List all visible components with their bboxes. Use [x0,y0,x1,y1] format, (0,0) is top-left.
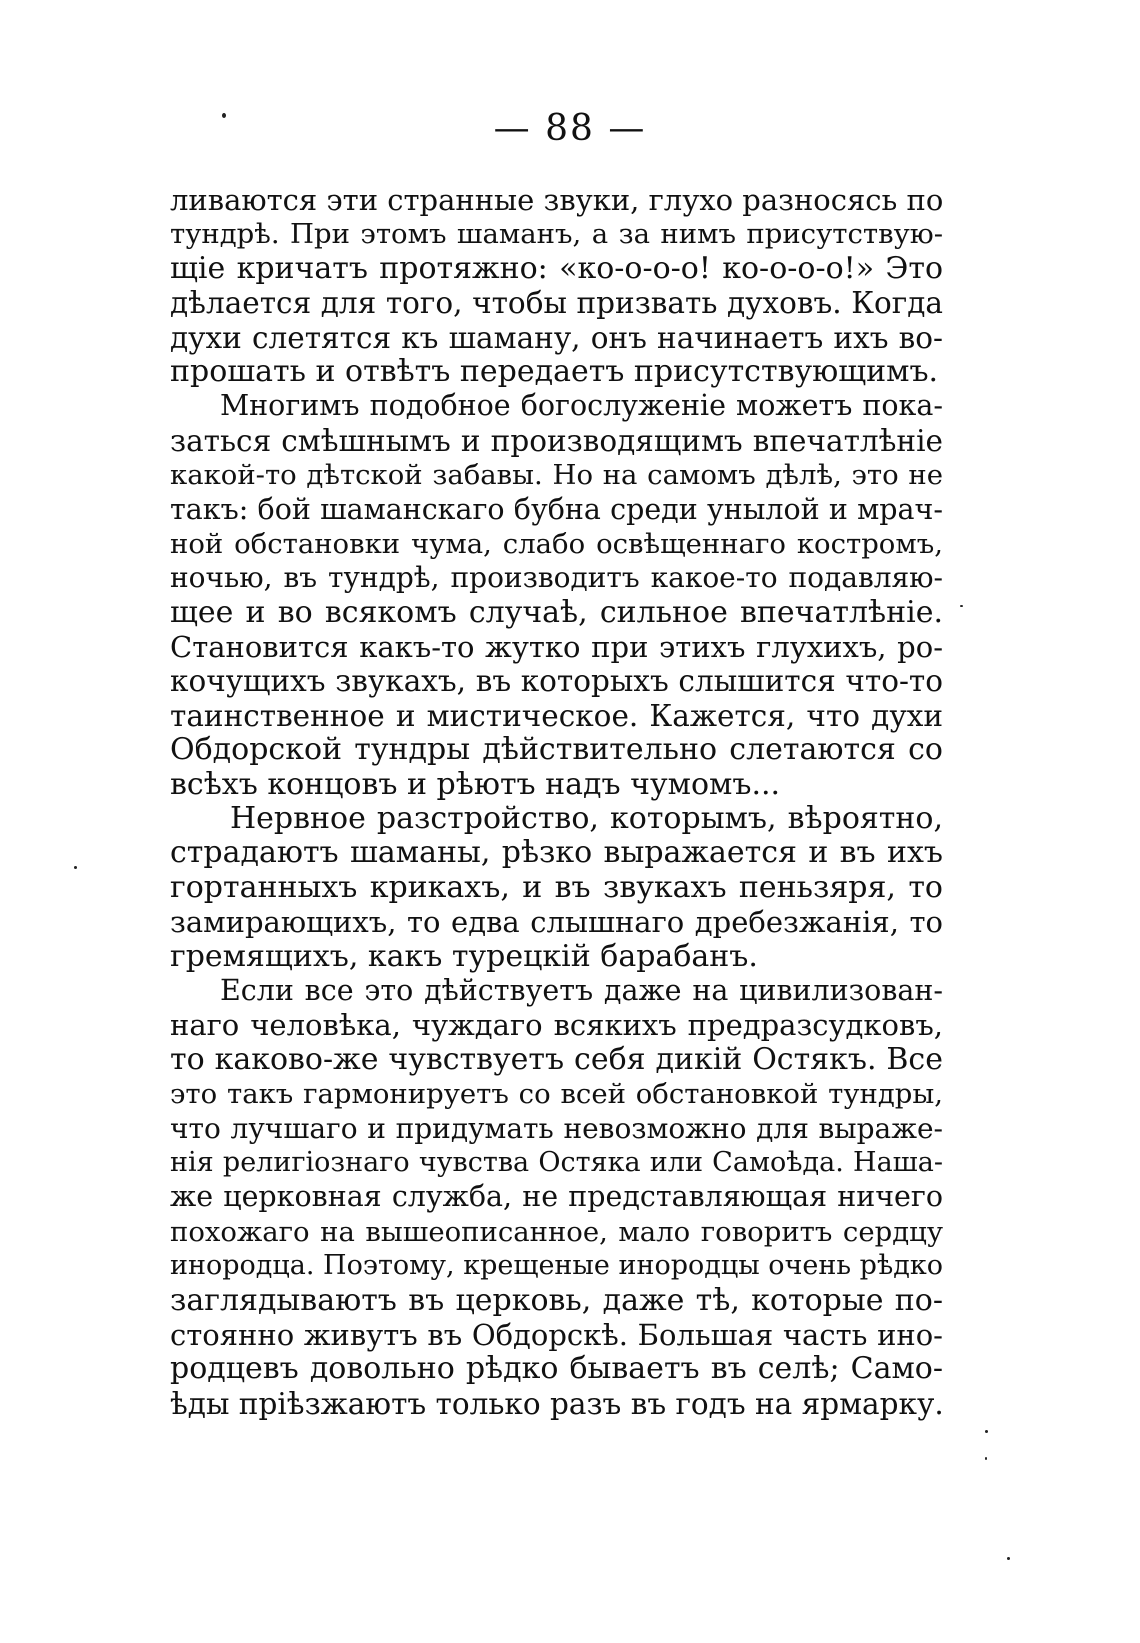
page-number: — 88 — [493,108,647,149]
paragraph [170,802,943,974]
text-line: наго человѣка, чуждаго всякихъ предразсудковъ, [170,1008,943,1043]
text-line: ѣды пріѣзжаютъ только разъ въ годъ на ярмарку. [170,1386,944,1421]
text-line: тундрѣ. При этомъ шаманъ, а за нимъ присутствую- [170,218,943,251]
text-line: инородца. Поэтому, крещеные инородцы очень рѣдко [170,1250,943,1282]
text-line: Обдорской тундры дѣйствительно слетаются со [170,732,943,768]
text-line: заться смѣшнымъ и производящимъ впечатлѣніе [170,423,943,458]
text-line: ливаются эти странные звуки, глухо разносясь по [170,183,944,217]
text-line: ной обстановки чума, слабо освѣщеннаго костромъ, [170,527,943,560]
scan-speck [960,605,963,607]
text-line: Нервное разстройство, которымъ, вѣроятно, [230,801,943,837]
text-line: Если все это дѣйствуетъ даже на цивилизован- [220,973,943,1007]
text-line: щіе кричатъ протяжно: «ко-о-о-о! ко-о-о-о!» Это [170,250,943,286]
scan-speck [74,866,77,869]
text-line: гортанныхъ крикахъ, и въ звукахъ пеньзяря, то [170,869,943,905]
text-line: похожаго на вышеописанное, мало говоритъ сердцу [170,1215,943,1248]
text-line: заглядываютъ въ церковь, даже тѣ, которые по- [170,1282,943,1318]
paragraph [170,974,943,1421]
scan-speck [1007,1557,1010,1560]
text-line: родцевъ довольно рѣдко бываетъ въ селѣ; Само- [170,1351,943,1387]
text-line: таинственное и мистическое. Кажется, что духи [170,698,943,733]
text-line: страдаютъ шаманы, рѣзко выражается и въ ихъ [170,835,943,871]
text-line: Многимъ подобное богослуженіе можетъ пока- [220,389,943,423]
text-line: что лучшаго и придумать невозможно для выраже- [170,1111,943,1145]
text-line: всѣхъ концовъ и рѣютъ надъ чумомъ... [170,766,781,802]
text-line: ночью, въ тундрѣ, производитъ какое-то подавляю- [170,561,943,595]
text-line: это такъ гармонируетъ со всей обстановкой тундры, [170,1078,943,1111]
text-line: щее и во всякомъ случаѣ, сильное впечатлѣніе. [170,594,943,630]
text-line: кочущихъ звукахъ, въ которыхъ слышится что-то [170,664,943,699]
paragraph [170,389,943,802]
text-line: замирающихъ, то едва слышнаго дребезжанія, то [170,905,943,940]
text-line: то каково-же чувствуетъ себя дикій Остякъ. Все [170,1041,943,1077]
text-line: же церковная служба, не представляющая ничего [170,1180,943,1214]
text-line: духи слетятся къ шаману, онъ начинаетъ ихъ во- [170,320,943,355]
paragraph [170,183,943,389]
scan-speck [222,113,226,118]
text-line: стоянно живутъ въ Обдорскѣ. Большая часть ино- [170,1317,943,1352]
text-line: такъ: бой шаманскаго бубна среди унылой и мрач- [170,492,943,526]
text-line: гремящихъ, какъ турецкій барабанъ. [170,938,758,974]
text-line: прошать и отвѣтъ передаетъ присутствующимъ. [170,353,939,389]
scan-speck [985,1430,988,1433]
text-line: нія религіознаго чувства Остяка или Самоѣда. Наша- [170,1146,943,1178]
body-text [170,183,943,1421]
text-line: дѣлается для того, чтобы призвать духовъ. Когда [170,286,943,321]
scan-speck [985,1457,987,1460]
text-line: какой-то дѣтской забавы. Но на самомъ дѣлѣ, это не [170,459,943,492]
text-line: Становится какъ-то жутко при этихъ глухихъ, ро- [170,630,943,665]
